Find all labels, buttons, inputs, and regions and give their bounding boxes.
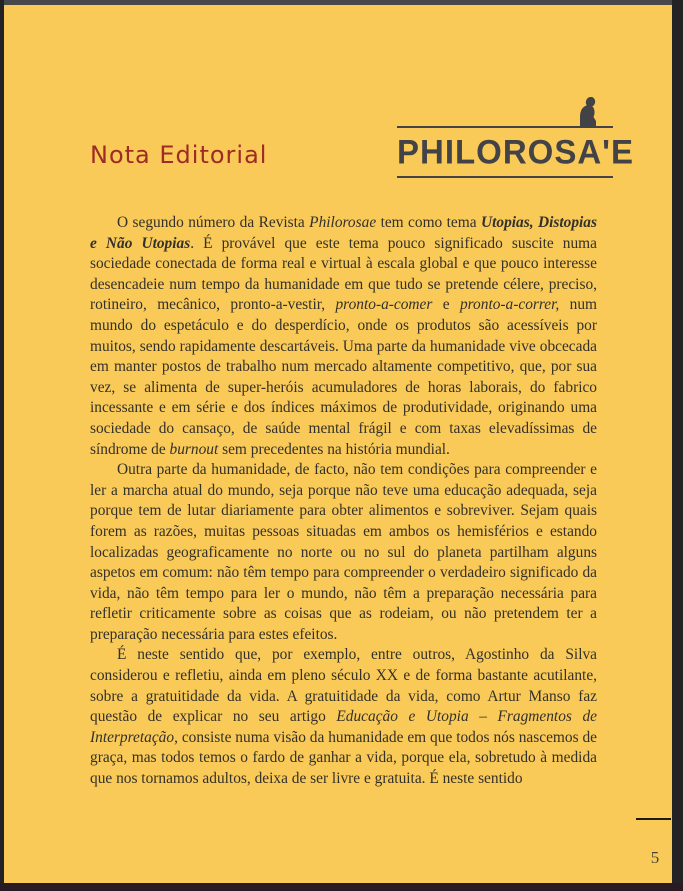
philorosae-logo xyxy=(397,97,635,178)
page-number: 5 xyxy=(650,848,660,867)
text-segment: tem como tema xyxy=(376,214,481,231)
paragraph xyxy=(90,460,597,645)
thinker-icon xyxy=(575,97,599,128)
text-segment: pronto-a-comer xyxy=(335,296,433,314)
text-segment: num mundo do espetáculo e do desperdício, onde os produtos são acessíveis por muitos, sendo rapidamente descartáveis. Uma parte da humanidade vive obcecada em manter postos de trabalho num mercado altamente competitivo, que, por sua vez, se alimenta de super-heróis acumuladores de horas laborais, do fabrico incessante e em série e dos índices máximos de produtividade, originando uma sociedade do cansaço, de saúde mental frágil e com taxas elevadíssimas de síndrome de xyxy=(90,296,597,458)
paragraph xyxy=(90,213,597,460)
paragraph xyxy=(90,645,597,789)
text-segment: , consiste numa visão da humanidade em que todos nós nascemos de graça, mas todos temos o fardo de ganhar a vida, porque ela, sobretudo à medida que nos tornamos adultos, deixa de ser livre e gratuita. É neste sentido xyxy=(90,728,597,788)
text-segment: burnout xyxy=(169,440,219,458)
article-body xyxy=(90,213,597,790)
text-segment: Utopias, Distopias e Não Utopias xyxy=(90,214,597,252)
logo-wordmark: PHILOROSA'E xyxy=(397,132,635,171)
text-segment: Philorosae xyxy=(309,214,377,231)
text-segment: É neste sentido que, por exemplo, entre outros, Agostinho da Silva considerou e refletiu, ainda em pleno século XX e de forma bastante acutilante, sobre a gratuitidade da vida. A gratuitidade da vida, como Artur Manso faz questão de explicar no seu artigo xyxy=(90,646,597,726)
text-segment: Educação e Utopia – Fragmentos de Interpretação xyxy=(90,708,597,746)
text-segment: Outra parte da humanidade, de facto, não tem condições para compreender e ler a marcha atual do mundo, seja porque não teve uma educação adequada, seja porque tem de lutar diariamente para obter alimentos e sobreviver. Sejam quais forem as razões, muitas pessoas situadas em ambos os hemisférios e estando localizadas geograficamente no norte ou no sul do planeta partilham alguns aspetos em comum: não têm tempo para compreender o verdadeiro significado da vida, não têm tempo para ler o mundo, não têm a preparação necessária para refletir criticamente sobre as coisas que as rodeiam, ou não pretendem ter a preparação necessária para estes efeitos. xyxy=(90,461,597,643)
scan-frame-bottom xyxy=(0,883,683,891)
text-segment: . É provável que este tema pouco significado suscite numa sociedade conectada de forma real e virtual à escala global e que pouco interesse desencadeie num tempo da humanidade em que tudo se pretende célere, preciso, rotineiro, mecânico, pronto-a-vestir, xyxy=(90,234,597,314)
page-sheet xyxy=(4,5,672,883)
footer-rule xyxy=(636,818,671,820)
text-segment: pronto-a-correr, xyxy=(459,296,560,314)
scan-frame-right xyxy=(672,0,683,891)
page-title: Nota Editorial xyxy=(90,141,268,169)
text-segment: O segundo número da Revista xyxy=(117,214,310,231)
text-segment: e xyxy=(432,296,460,314)
text-segment: sem precedentes na história mundial. xyxy=(218,440,450,458)
